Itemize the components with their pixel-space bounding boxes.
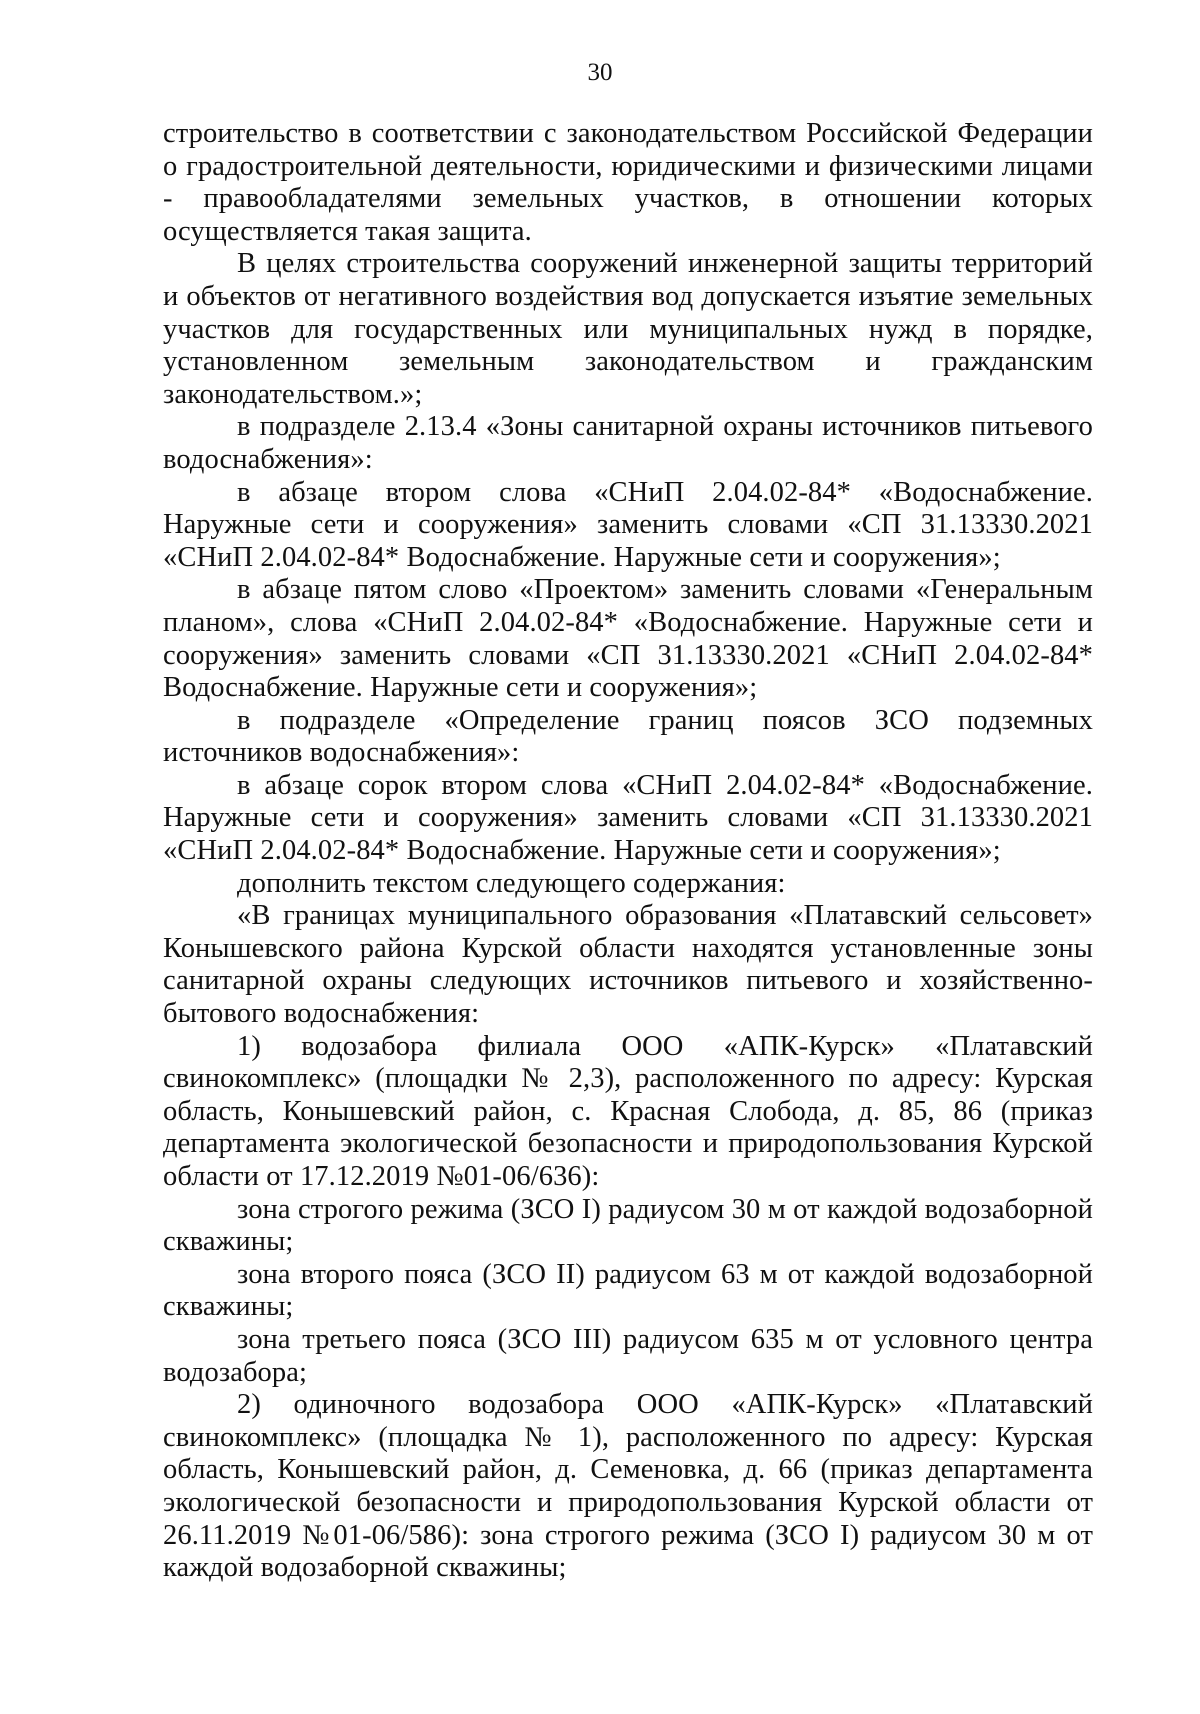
document-body [163,118,1093,1585]
paragraph: в абзаце втором слова «СНиП 2.04.02-84* «Водоснабжение. Наружные сети и сооружения» заменить словами «СП 31.13330.2021 «СНиП 2.04.02-84* Водоснабжение. Наружные сети и сооружения»; [163,476,1093,573]
paragraph: 1) водозабора филиала ООО «АПК-Курск» «Платавский свинокомплекс» (площадки № 2,3), расположенного по адресу: Курская область, Конышевский район, с. Красная Слобода, д. 85, 86 (приказ департамента экологической безопасности и природопользования Курской области от 17.12.2019 №01-06/636): [163,1030,1093,1192]
paragraph: в подразделе «Определение границ поясов ЗСО подземных источников водоснабжения»: [163,704,1093,769]
paragraph: в абзаце пятом слово «Проектом» заменить словами «Генеральным планом», слова «СНиП 2.04.02-84* «Водоснабжение. Наружные сети и сооружения» заменить словами «СП 31.13330.2021 «СНиП 2.04.02-84* Водоснабжение. Наружные сети и сооружения»; [163,574,1093,704]
page-number: 30 [587,59,613,86]
paragraph: 2) одиночного водозабора ООО «АПК-Курск» «Платавский свинокомплекс» (площадка № 1), расположенного по адресу: Курская область, Конышевский район, д. Семеновка, д. 66 (приказ департамента экологической безопасности и природопользования Курской области от 26.11.2019 №01-06/586): зона строгого режима (ЗСО I) радиусом 30 м от каждой водозаборной скважины; [163,1389,1093,1584]
paragraph: зона строгого режима (ЗСО I) радиусом 30 м от каждой водозаборной скважины; [163,1193,1093,1258]
paragraph: дополнить текстом следующего содержания: [237,867,786,899]
paragraph: зона третьего пояса (ЗСО III) радиусом 635 м от условного центра водозабора; [163,1323,1093,1388]
paragraph: В целях строительства сооружений инженерной защиты территорий и объектов от негативного воздействия вод допускается изъятие земельных участков для государственных или муниципальных нужд в порядке, установленном земельным законодательством и гражданским законодательством.»; [163,248,1093,410]
paragraph: «В границах муниципального образования «Платавский сельсовет» Конышевского района Курской области находятся установленные зоны санитарной охраны следующих источников питьевого и хозяйственно-бытового водоснабжения: [163,900,1093,1030]
paragraph: в подразделе 2.13.4 «Зоны санитарной охраны источников питьевого водоснабжения»: [163,411,1093,475]
paragraph: в абзаце сорок втором слова «СНиП 2.04.02-84* «Водоснабжение. Наружные сети и сооружения» заменить словами «СП 31.13330.2021 «СНиП 2.04.02-84* Водоснабжение. Наружные сети и сооружения»; [163,769,1093,867]
paragraph: зона второго пояса (ЗСО II) радиусом 63 м от каждой водозаборной скважины; [163,1258,1093,1323]
paragraph: строительство в соответствии с законодательством Российской Федерации о градостроительной деятельности, юридическими и физическими лицами - правообладателями земельных участков, в отношении которых осуществляется такая защита. [163,118,1093,247]
